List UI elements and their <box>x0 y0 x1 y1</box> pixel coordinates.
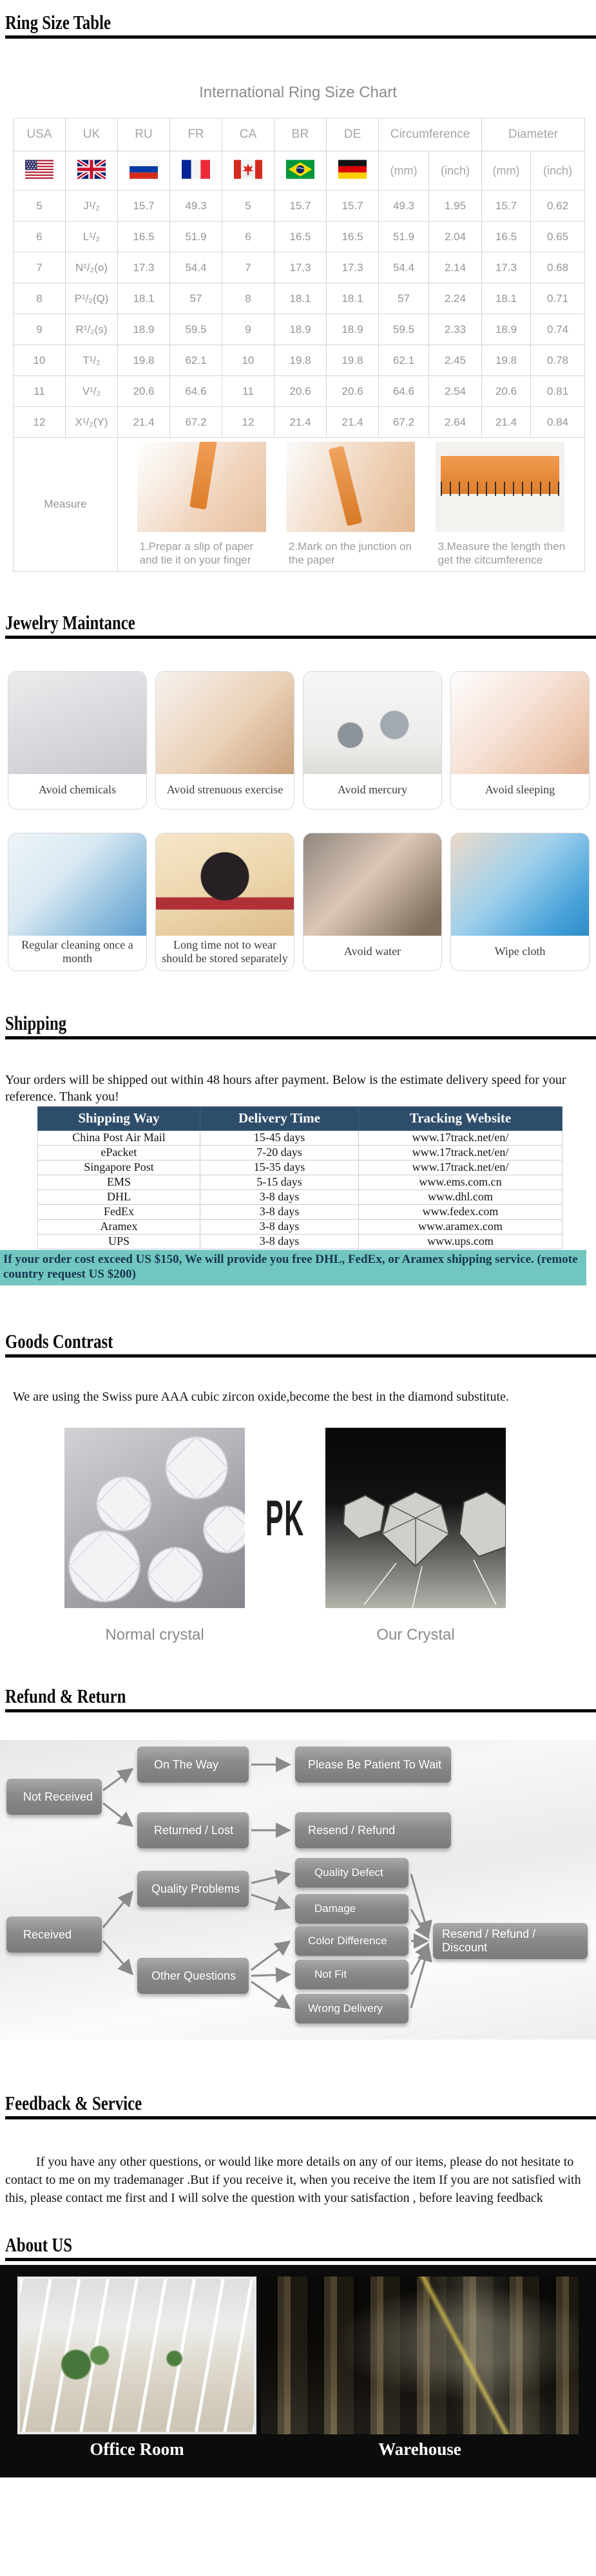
ring-size-cell: 7 <box>14 252 66 283</box>
section-divider <box>5 1709 596 1712</box>
shipping-row <box>38 1204 562 1219</box>
ring-size-cell: 2.14 <box>429 252 482 283</box>
crystal-captions <box>64 1626 596 1644</box>
ring-size-cell: 21.4 <box>327 407 379 438</box>
shipping-way-cell: DHL <box>38 1189 200 1204</box>
ring-size-cell: 2.45 <box>429 345 482 376</box>
ring-size-cell: 0.81 <box>531 376 585 407</box>
flow-box-received: Received <box>6 1917 102 1953</box>
ring-size-cell: 12 <box>222 407 274 438</box>
shipping-section <box>0 1012 596 1286</box>
section-title: Feedback & Service <box>5 2092 142 2114</box>
maintenance-caption: Regular cleaning once a month <box>21 938 133 965</box>
ring-size-cell: 18.9 <box>274 314 327 345</box>
ring-size-cell: 1.95 <box>429 191 482 222</box>
shipping-way-cell: ePacket <box>38 1145 200 1160</box>
shipping-way-cell: EMS <box>38 1175 200 1189</box>
feedback-service-section <box>0 2092 596 2207</box>
ring-size-cell: 9 <box>222 314 274 345</box>
maintenance-card <box>155 671 294 810</box>
section-divider <box>5 2116 596 2119</box>
mercury-balls-photo <box>303 672 441 774</box>
ring-size-cell: 18.9 <box>482 314 531 345</box>
maintenance-section-header <box>0 612 596 639</box>
flow-box-not-received: Not Received <box>6 1779 102 1815</box>
ring-size-cell: 20.6 <box>118 376 170 407</box>
ring-size-cell: 20.6 <box>327 376 379 407</box>
uk-flag-icon <box>77 160 106 179</box>
ring-size-row <box>14 283 585 314</box>
shipping-row <box>38 1219 562 1234</box>
delivery-time-cell: 3-8 days <box>200 1234 359 1249</box>
maintenance-card <box>8 671 147 810</box>
ring-size-cell: 5 <box>222 191 274 222</box>
about-photo-panel <box>0 2265 596 2477</box>
flow-box-on-the-way: On The Way <box>137 1747 249 1783</box>
office-room-label: Office Room <box>90 2439 184 2459</box>
ring-size-cell: 18.1 <box>482 283 531 314</box>
maintenance-caption: Avoid sleeping <box>485 783 555 797</box>
shipping-row <box>38 1189 562 1204</box>
column-header: FR <box>170 118 222 151</box>
us-flag-icon <box>25 160 53 179</box>
section-title: About US <box>5 2233 73 2256</box>
ring-size-cell: 64.6 <box>379 376 429 407</box>
tracking-website-cell: www.ups.com <box>359 1234 562 1249</box>
column-header: BR <box>274 118 327 151</box>
ring-size-cell: R¹/₂(s) <box>66 314 118 345</box>
maintenance-caption: Avoid water <box>343 945 401 958</box>
ring-size-cell: T¹/₂ <box>66 345 118 376</box>
ring-table-header-row <box>14 118 585 151</box>
ring-size-cell: 11 <box>222 376 274 407</box>
ring-size-cell: 0.74 <box>531 314 585 345</box>
ring-size-cell: 8 <box>14 283 66 314</box>
ring-size-table <box>13 118 585 572</box>
ring-size-cell: 16.5 <box>274 222 327 252</box>
maintenance-card <box>155 833 294 971</box>
flow-box-other-questions: Other Questions <box>137 1958 249 1994</box>
ring-size-cell: 10 <box>222 345 274 376</box>
column-header: UK <box>66 118 118 151</box>
column-header: RU <box>118 118 170 151</box>
column-header: DE <box>327 118 379 151</box>
flow-box-be-patient: Please Be Patient To Wait <box>295 1747 451 1783</box>
shipping-intro-text: Your orders will be shipped out within 48 hours after payment. Below is the estimate delivery speed for your reference. Thank you! <box>5 1072 566 1104</box>
shipping-way-cell: Singapore Post <box>38 1160 200 1175</box>
diameter-header: Diameter <box>482 118 585 151</box>
ring-size-cell: 15.7 <box>327 191 379 222</box>
refund-return-section <box>0 1685 596 2040</box>
ring-size-cell: 7 <box>222 252 274 283</box>
ring-size-cell: 67.2 <box>170 407 222 438</box>
ring-size-cell: 21.4 <box>482 407 531 438</box>
ru-flag-icon <box>130 160 158 179</box>
ring-size-cell: 19.8 <box>482 345 531 376</box>
ring-size-row <box>14 345 585 376</box>
maintenance-caption: Avoid strenuous exercise <box>166 783 284 797</box>
measure-row <box>14 438 585 572</box>
ring-size-row <box>14 222 585 252</box>
circumference-header: Circumference <box>379 118 482 151</box>
column-header: CA <box>222 118 274 151</box>
ring-size-cell: P¹/₂(Q) <box>66 283 118 314</box>
maintenance-card <box>303 671 442 810</box>
column-header: Tracking Website <box>359 1106 562 1130</box>
ring-size-cell: 15.7 <box>118 191 170 222</box>
ring-size-cell: J¹/₂ <box>66 191 118 222</box>
circumference-inch-unit: (inch) <box>429 151 482 191</box>
ring-table-flag-row <box>14 151 585 191</box>
ring-size-cell: 15.7 <box>274 191 327 222</box>
flow-box-returned-lost: Returned / Lost <box>137 1812 249 1848</box>
sleeping-child-photo <box>451 672 589 774</box>
ring-size-cell: 17.3 <box>118 252 170 283</box>
tracking-website-cell: www.dhl.com <box>359 1189 562 1204</box>
measure-step <box>436 442 566 567</box>
section-divider <box>5 636 596 639</box>
ring-size-cell: 59.5 <box>379 314 429 345</box>
ring-size-cell: 51.9 <box>379 222 429 252</box>
ring-size-cell: 0.84 <box>531 407 585 438</box>
jewelry-maintenance-section <box>0 612 596 971</box>
ring-size-cell: 8 <box>222 283 274 314</box>
pk-versus-label: PK <box>265 1490 305 1546</box>
jewelry-box-photo <box>156 833 294 936</box>
ring-size-cell: 10 <box>14 345 66 376</box>
crystal-comparison <box>64 1428 596 1608</box>
diameter-inch-unit: (inch) <box>531 151 585 191</box>
section-divider <box>5 35 596 39</box>
shipping-table-header-row <box>38 1106 562 1130</box>
ring-size-cell: L¹/₂ <box>66 222 118 252</box>
flow-box-damage: Damage <box>295 1894 409 1924</box>
ca-flag-icon <box>234 160 262 179</box>
refund-flowchart <box>0 1740 596 2040</box>
warehouse-label: Warehouse <box>378 2439 461 2459</box>
column-header: Shipping Way <box>38 1106 200 1130</box>
normal-crystal-photo <box>64 1428 245 1608</box>
maintenance-card <box>450 671 590 810</box>
shipping-way-cell: FedEx <box>38 1204 200 1219</box>
ring-size-cell: 0.78 <box>531 345 585 376</box>
ring-size-section <box>0 0 596 572</box>
maintenance-card <box>8 833 147 971</box>
br-flag-icon <box>286 160 314 179</box>
about-us-section <box>0 2234 596 2477</box>
delivery-time-cell: 15-35 days <box>200 1160 359 1175</box>
shower-photo <box>303 833 441 936</box>
ring-section-header <box>0 0 596 39</box>
flow-box-quality-defect: Quality Defect <box>295 1858 409 1888</box>
ring-size-cell: 12 <box>14 407 66 438</box>
ring-size-cell: 2.54 <box>429 376 482 407</box>
ring-size-cell: 67.2 <box>379 407 429 438</box>
shipping-way-cell: Aramex <box>38 1219 200 1234</box>
ring-size-row <box>14 314 585 345</box>
cosmetic-bottles-photo <box>8 672 146 774</box>
ring-size-cell: 0.65 <box>531 222 585 252</box>
ring-size-cell: V¹/₂ <box>66 376 118 407</box>
delivery-time-cell: 3-8 days <box>200 1219 359 1234</box>
measure-label: Measure <box>14 438 118 572</box>
tracking-website-cell: www.fedex.com <box>359 1204 562 1219</box>
section-title: Refund & Return <box>5 1685 126 1707</box>
ring-size-cell: X¹/₂(Y) <box>66 407 118 438</box>
maintenance-card-grid <box>8 671 591 971</box>
ring-size-row <box>14 376 585 407</box>
ring-size-cell: 16.5 <box>482 222 531 252</box>
paper-on-finger-photo <box>137 442 266 532</box>
ring-size-cell: 49.3 <box>379 191 429 222</box>
warehouse-photo <box>261 2277 579 2434</box>
diameter-mm-unit: (mm) <box>482 151 531 191</box>
ring-size-cell: 6 <box>222 222 274 252</box>
ring-size-cell: 0.71 <box>531 283 585 314</box>
ring-size-cell: 18.9 <box>118 314 170 345</box>
ring-size-cell: 20.6 <box>274 376 327 407</box>
flow-box-wrong-delivery: Wrong Delivery <box>295 1994 409 2023</box>
section-divider <box>5 1354 596 1358</box>
ring-size-cell: 54.4 <box>379 252 429 283</box>
wipe-cloth-photo <box>451 833 589 936</box>
goods-intro-text: We are using the Swiss pure AAA cubic zircon oxide,become the best in the diamond substitute. <box>13 1390 509 1404</box>
ring-size-cell: 19.8 <box>327 345 379 376</box>
ring-size-cell: 9 <box>14 314 66 345</box>
shipping-section-header <box>0 1012 596 1039</box>
ring-size-cell: 11 <box>14 376 66 407</box>
ring-size-cell: 2.64 <box>429 407 482 438</box>
goods-contrast-section <box>0 1331 596 1644</box>
woman-exercise-photo <box>156 672 294 774</box>
our-crystal-caption: Our Crystal <box>376 1626 455 1643</box>
normal-crystal-caption: Normal crystal <box>105 1626 204 1643</box>
fr-flag-icon <box>182 160 210 179</box>
ring-size-cell: 18.9 <box>327 314 379 345</box>
ring-size-cell: 17.3 <box>482 252 531 283</box>
ruler-measure-photo <box>436 442 564 532</box>
measure-step-caption: 3.Measure the length then get the citcumference <box>437 540 566 567</box>
ring-size-cell: 18.1 <box>118 283 170 314</box>
tracking-website-cell: www.aramex.com <box>359 1219 562 1234</box>
flow-box-quality-problems: Quality Problems <box>137 1871 249 1907</box>
delivery-time-cell: 15-45 days <box>200 1130 359 1145</box>
ring-size-cell: 0.62 <box>531 191 585 222</box>
section-divider <box>5 1036 596 1039</box>
shipping-row <box>38 1175 562 1189</box>
flow-box-resend-refund-discount: Resend / Refund / Discount <box>433 1923 588 1959</box>
section-title: Jewelry Maintance <box>5 611 135 634</box>
measure-steps <box>118 442 584 567</box>
delivery-time-cell: 3-8 days <box>200 1204 359 1219</box>
ring-size-cell: 16.5 <box>327 222 379 252</box>
ring-size-cell: 18.1 <box>327 283 379 314</box>
flow-box-resend-refund: Resend / Refund <box>295 1812 451 1848</box>
section-divider <box>5 2258 596 2261</box>
delivery-time-cell: 7-20 days <box>200 1145 359 1160</box>
measure-step-caption: 2.Mark on the junction on the paper <box>289 540 412 567</box>
maintenance-caption: Avoid mercury <box>337 783 408 797</box>
refund-section-header <box>0 1685 596 1712</box>
ring-size-cell: 54.4 <box>170 252 222 283</box>
shipping-table <box>37 1106 562 1249</box>
column-header: Delivery Time <box>200 1106 359 1130</box>
feedback-section-header <box>0 2092 596 2119</box>
tracking-website-cell: www.17track.net/en/ <box>359 1130 562 1145</box>
section-title: Ring Size Table <box>5 11 111 33</box>
about-section-header <box>0 2234 596 2261</box>
ring-size-cell: 59.5 <box>170 314 222 345</box>
ring-size-cell: 6 <box>14 222 66 252</box>
ring-size-row <box>14 191 585 222</box>
shipping-row <box>38 1130 562 1145</box>
ring-size-row <box>14 407 585 438</box>
ring-size-cell: 51.9 <box>170 222 222 252</box>
ring-size-cell: 17.3 <box>327 252 379 283</box>
ring-chart-title: International Ring Size Chart <box>199 84 397 101</box>
ring-size-cell: 5 <box>14 191 66 222</box>
shipping-row <box>38 1160 562 1175</box>
flow-box-not-fit: Not Fit <box>295 1960 409 1989</box>
maintenance-caption: Avoid chemicals <box>38 783 117 797</box>
our-crystal-photo <box>325 1428 506 1608</box>
delivery-time-cell: 5-15 days <box>200 1175 359 1189</box>
maintenance-caption: Wipe cloth <box>494 945 546 958</box>
toothbrush-cleaning-photo <box>8 833 146 936</box>
flow-box-color-difference: Color Difference <box>295 1926 409 1956</box>
column-header: USA <box>14 118 66 151</box>
ring-size-cell: 15.7 <box>482 191 531 222</box>
ring-size-cell: 17.3 <box>274 252 327 283</box>
delivery-time-cell: 3-8 days <box>200 1189 359 1204</box>
ring-size-cell: 19.8 <box>118 345 170 376</box>
tracking-website-cell: www.17track.net/en/ <box>359 1145 562 1160</box>
shipping-way-cell: UPS <box>38 1234 200 1249</box>
section-title: Shipping <box>5 1011 67 1034</box>
ring-size-cell: 2.24 <box>429 283 482 314</box>
measure-step <box>286 442 416 567</box>
ring-size-cell: 64.6 <box>170 376 222 407</box>
de-flag-icon <box>338 160 367 179</box>
shipping-row <box>38 1145 562 1160</box>
ring-size-cell: 19.8 <box>274 345 327 376</box>
ring-size-cell: 21.4 <box>118 407 170 438</box>
free-shipping-note: If your order cost exceed US $150, We will provide you free DHL, FedEx, or Aramex shipping service. (remote country request US $200) <box>0 1250 586 1286</box>
ring-size-cell: 20.6 <box>482 376 531 407</box>
ring-size-cell: 21.4 <box>274 407 327 438</box>
maintenance-card <box>450 833 590 971</box>
office-room-photo <box>17 2277 256 2434</box>
ring-size-cell: 62.1 <box>170 345 222 376</box>
tracking-website-cell: www.ems.com.cn <box>359 1175 562 1189</box>
maintenance-caption: Long time not to wear should be stored separately <box>162 938 288 965</box>
measure-step-caption: 1.Prepar a slip of paper and tie it on your finger <box>139 540 254 567</box>
ring-size-cell: 0.68 <box>531 252 585 283</box>
ring-size-cell: 2.33 <box>429 314 482 345</box>
section-title: Goods Contrast <box>5 1330 113 1352</box>
measure-step <box>137 442 267 567</box>
circumference-mm-unit: (mm) <box>379 151 429 191</box>
ring-size-row <box>14 252 585 283</box>
ring-size-cell: 2.04 <box>429 222 482 252</box>
feedback-text: If you have any other questions, or would like more details on any of our items, please do not hesitate to contact to me on my trademanager .But if you receive it, when you receive the item If you are not satisfied with this, please contact me first and I will solve the question with your satisfaction , before leaving feedback <box>5 2155 581 2205</box>
shipping-way-cell: China Post Air Mail <box>38 1130 200 1145</box>
ring-size-cell: 62.1 <box>379 345 429 376</box>
ring-size-cell: 57 <box>379 283 429 314</box>
mark-junction-photo <box>286 442 415 532</box>
goods-section-header <box>0 1331 596 1358</box>
ring-size-cell: 16.5 <box>118 222 170 252</box>
ring-size-cell: 57 <box>170 283 222 314</box>
maintenance-card <box>303 833 442 971</box>
ring-size-cell: 18.1 <box>274 283 327 314</box>
shipping-row <box>38 1234 562 1249</box>
ring-size-cell: 49.3 <box>170 191 222 222</box>
tracking-website-cell: www.17track.net/en/ <box>359 1160 562 1175</box>
ring-size-cell: N¹/₂(o) <box>66 252 118 283</box>
